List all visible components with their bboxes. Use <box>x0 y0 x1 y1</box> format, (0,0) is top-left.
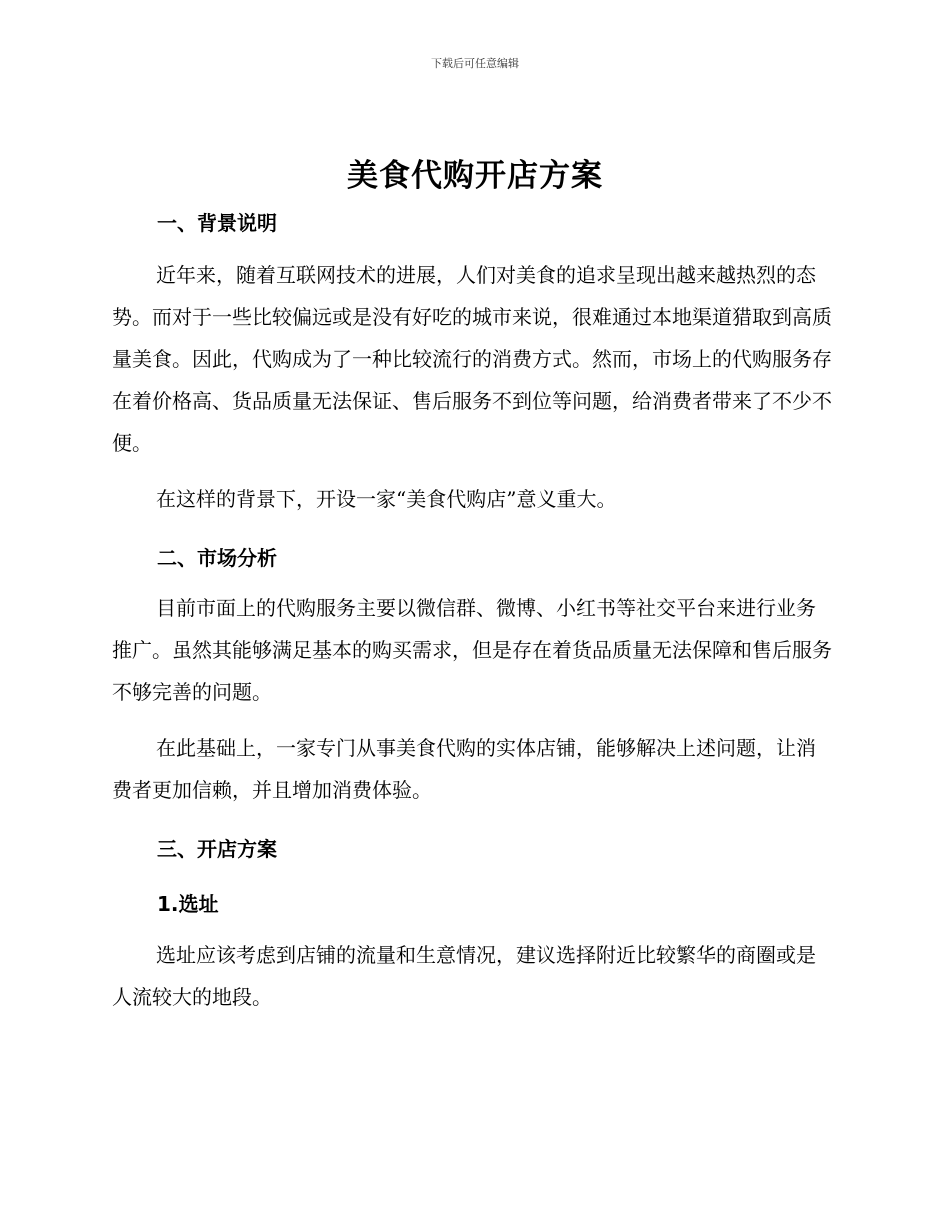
section-heading-background: 一、背景说明 <box>157 211 277 235</box>
paragraph-location-1: 选址应该考虑到店铺的流量和生意情况，建议选择附近比较繁华的商圈或是人流较大的地段。 <box>112 943 816 1009</box>
document-title: 美食代购开店方案 <box>347 158 603 194</box>
paragraph-market-1: 目前市面上的代购服务主要以微信群、微博、小红书等社交平台来进行业务推广。虽然其能够满足基本的购买需求，但是存在着货品质量无法保障和售后服务不够完善的问题。 <box>112 596 832 704</box>
page-header-note: 下载后可任意编辑 <box>431 57 519 70</box>
section-heading-plan: 三、开店方案 <box>157 837 277 861</box>
subsection-heading-location: 1.选址 <box>157 892 219 916</box>
paragraph-background-2: 在这样的背景下，开设一家“美食代购店”意义重大。 <box>156 487 617 511</box>
paragraph-background-1: 近年来，随着互联网技术的进展，人们对美食的追求呈现出越来越热烈的态势。而对于一些比较偏远或是没有好吃的城市来说，很难通过本地渠道猎取到高质量美食。因此，代购成为了一种比较流行的消费方式。然而，市场上的代购服务存在着价格高、货品质量无法保证、售后服务不到位等问题，给消费者带来了不少不便。 <box>112 263 832 455</box>
paragraph-market-2: 在此基础上，一家专门从事美食代购的实体店铺，能够解决上述问题，让消费者更加信赖，并且增加消费体验。 <box>112 736 816 802</box>
section-heading-market: 二、市场分析 <box>157 546 277 570</box>
